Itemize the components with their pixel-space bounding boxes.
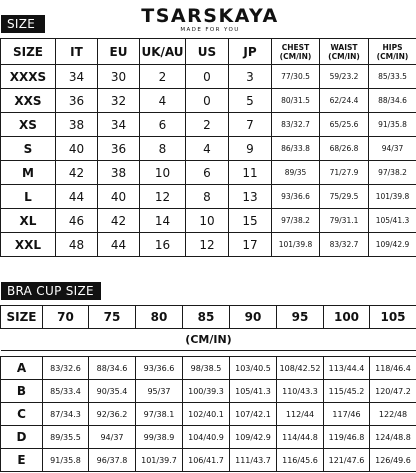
size-cell: 109/42.9 [369,233,416,257]
brand-logo [140,6,280,34]
bra-cell: 93/36.6 [136,357,183,380]
bra-table-row [1,426,416,449]
bra-cell: 87/34.3 [43,403,89,426]
bra-cell: 108/42.52 [277,357,324,380]
size-cell: 79/31.1 [320,209,369,233]
bra-header-cell: SIZE [1,306,43,329]
size-cell: 12 [140,185,186,209]
bra-cell: 102/40.1 [183,403,230,426]
size-cell: 6 [140,113,186,137]
size-header-cell: IT [56,39,98,65]
bra-table-row [1,380,416,403]
size-cell: 101/39.8 [369,185,416,209]
bra-cell: 120/47.2 [370,380,416,403]
size-header-cell: US [186,39,229,65]
size-table-row [1,185,416,209]
bra-unit-label: (CM/IN) [1,329,416,351]
bra-table-row [1,449,416,472]
size-cell: 44 [98,233,140,257]
bra-cell: 103/40.5 [230,357,277,380]
bra-row-label: D [1,426,43,449]
size-table-row [1,113,416,137]
size-cell: 0 [186,89,229,113]
bra-header-cell: 70 [43,306,89,329]
bra-cell: 107/42.1 [230,403,277,426]
bra-cell: 101/39.7 [136,449,183,472]
bra-cell: 126/49.6 [370,449,416,472]
bra-header-cell: 95 [277,306,324,329]
size-cell: 68/26.8 [320,137,369,161]
bra-section-label: BRA CUP SIZE [1,282,101,300]
bra-cell: 117/46 [324,403,370,426]
bra-table-row [1,357,416,380]
size-cell: 40 [56,137,98,161]
size-cell: 65/25.6 [320,113,369,137]
bra-cell: 114/44.8 [277,426,324,449]
size-cell: 12 [186,233,229,257]
bra-cell: 115/45.2 [324,380,370,403]
size-cell: 32 [98,89,140,113]
bra-cell: 98/38.5 [183,357,230,380]
bra-cell: 119/46.8 [324,426,370,449]
size-row-label: XXL [1,233,56,257]
size-cell: 83/32.7 [320,233,369,257]
size-row-label: L [1,185,56,209]
size-cell: 42 [98,209,140,233]
size-cell: 85/33.5 [369,65,416,89]
size-row-label: S [1,137,56,161]
size-cell: 15 [229,209,272,233]
size-cell: 42 [56,161,98,185]
size-table-row [1,89,416,113]
size-cell: 97/38.2 [369,161,416,185]
size-row-label: XXXS [1,65,56,89]
bra-cell: 96/37.8 [89,449,136,472]
size-header-cell: HIPS (CM/IN) [369,39,416,65]
size-cell: 83/32.7 [272,113,320,137]
bra-header-cell: 80 [136,306,183,329]
size-cell: 30 [98,65,140,89]
bra-unit-row [1,329,416,351]
bra-cell: 124/48.8 [370,426,416,449]
size-cell: 75/29.5 [320,185,369,209]
size-cell: 2 [140,65,186,89]
bra-header-cell: 75 [89,306,136,329]
bra-header-cell: 85 [183,306,230,329]
bra-row-label: E [1,449,43,472]
size-cell: 36 [98,137,140,161]
size-table-row [1,161,416,185]
size-header-cell: SIZE [1,39,56,65]
size-cell: 7 [229,113,272,137]
size-cell: 86/33.8 [272,137,320,161]
size-cell: 8 [186,185,229,209]
size-cell: 14 [140,209,186,233]
size-table-row [1,137,416,161]
size-cell: 0 [186,65,229,89]
size-cell: 44 [56,185,98,209]
brand-tagline: MADE FOR YOU [180,27,240,33]
size-chart-table [0,38,416,257]
size-cell: 93/36.6 [272,185,320,209]
size-cell: 38 [98,161,140,185]
size-cell: 4 [140,89,186,113]
size-cell: 5 [229,89,272,113]
size-cell: 89/35 [272,161,320,185]
size-cell: 36 [56,89,98,113]
size-cell: 10 [140,161,186,185]
brand-name: TSARSKAYA [141,5,279,27]
bra-cell: 106/41.7 [183,449,230,472]
size-cell: 62/24.4 [320,89,369,113]
size-cell: 9 [229,137,272,161]
size-cell: 17 [229,233,272,257]
bra-cell: 113/44.4 [324,357,370,380]
bra-cell: 122/48 [370,403,416,426]
bra-cell: 92/36.2 [89,403,136,426]
size-table-header-row [1,39,416,65]
size-cell: 80/31.5 [272,89,320,113]
bra-row-label: C [1,403,43,426]
size-row-label: XS [1,113,56,137]
size-header-cell: EU [98,39,140,65]
bra-cell: 105/41.3 [230,380,277,403]
size-table-row [1,209,416,233]
bra-cell: 83/32.6 [43,357,89,380]
size-cell: 4 [186,137,229,161]
bra-cell: 121/47.6 [324,449,370,472]
bra-header-cell: 100 [324,306,370,329]
bra-cell: 91/35.8 [43,449,89,472]
bra-cell: 109/42.9 [230,426,277,449]
size-cell: 34 [56,65,98,89]
size-cell: 48 [56,233,98,257]
size-cell: 71/27.9 [320,161,369,185]
bra-cell: 112/44 [277,403,324,426]
size-cell: 105/41.3 [369,209,416,233]
size-table-row [1,65,416,89]
size-cell: 8 [140,137,186,161]
bra-cup-table [0,305,416,472]
bra-row-label: B [1,380,43,403]
bra-cell: 99/38.9 [136,426,183,449]
size-cell: 6 [186,161,229,185]
size-header-cell: WAIST (CM/IN) [320,39,369,65]
bra-cell: 116/45.6 [277,449,324,472]
size-cell: 97/38.2 [272,209,320,233]
bra-row-label: A [1,357,43,380]
bra-cell: 89/35.5 [43,426,89,449]
bra-cell: 110/43.3 [277,380,324,403]
size-cell: 94/37 [369,137,416,161]
size-cell: 77/30.5 [272,65,320,89]
size-cell: 88/34.6 [369,89,416,113]
size-cell: 91/35.8 [369,113,416,137]
bra-header-cell: 105 [370,306,416,329]
bra-cell: 95/37 [136,380,183,403]
size-cell: 16 [140,233,186,257]
size-cell: 11 [229,161,272,185]
size-cell: 46 [56,209,98,233]
size-cell: 2 [186,113,229,137]
size-header-cell: CHEST (CM/IN) [272,39,320,65]
bra-cell: 118/46.4 [370,357,416,380]
bra-table-header-row [1,306,416,329]
bra-cell: 111/43.7 [230,449,277,472]
bra-cell: 97/38.1 [136,403,183,426]
bra-cell: 85/33.4 [43,380,89,403]
size-section-label: SIZE [1,15,45,33]
size-cell: 38 [56,113,98,137]
size-header-cell: UK/AU [140,39,186,65]
bra-cell: 104/40.9 [183,426,230,449]
size-cell: 3 [229,65,272,89]
bra-table-row [1,403,416,426]
size-cell: 10 [186,209,229,233]
bra-cell: 94/37 [89,426,136,449]
bra-header-cell: 90 [230,306,277,329]
size-cell: 34 [98,113,140,137]
size-row-label: XL [1,209,56,233]
size-cell: 101/39.8 [272,233,320,257]
size-cell: 59/23.2 [320,65,369,89]
size-cell: 13 [229,185,272,209]
bra-cell: 88/34.6 [89,357,136,380]
bra-cell: 100/39.3 [183,380,230,403]
size-row-label: M [1,161,56,185]
size-cell: 40 [98,185,140,209]
size-table-row [1,233,416,257]
bra-cell: 90/35.4 [89,380,136,403]
size-row-label: XXS [1,89,56,113]
size-header-cell: JP [229,39,272,65]
